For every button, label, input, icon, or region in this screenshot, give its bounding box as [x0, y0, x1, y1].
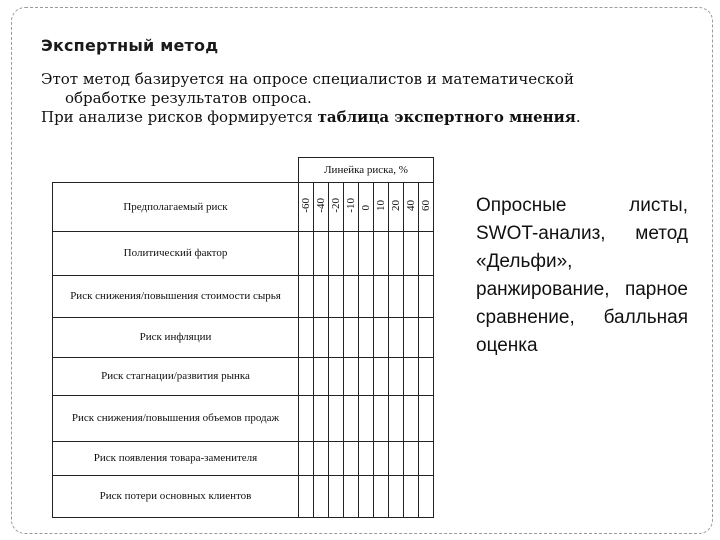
scale-value-header	[299, 183, 314, 232]
intro-line-3	[41, 108, 681, 127]
rating-cell[interactable]	[329, 396, 344, 442]
scale-value-label: 10	[375, 200, 387, 211]
rating-cell[interactable]	[389, 276, 404, 318]
rating-cell[interactable]	[389, 396, 404, 442]
rating-cell[interactable]	[314, 358, 329, 396]
rating-cell[interactable]	[344, 276, 359, 318]
rating-cell[interactable]	[329, 232, 344, 276]
rating-cell[interactable]	[359, 476, 374, 518]
rating-cell[interactable]	[374, 358, 389, 396]
rating-cell[interactable]	[404, 318, 419, 358]
scale-value-label: 60	[420, 200, 432, 211]
risk-name-cell: Риск снижения/повышения стоимости сырья	[53, 276, 299, 318]
rating-cell[interactable]	[314, 318, 329, 358]
risk-column-header: Предполагаемый риск	[53, 183, 299, 232]
table-row	[53, 358, 434, 396]
intro-line-3-prefix: При анализе рисков формируется	[41, 108, 318, 126]
rating-cell[interactable]	[299, 476, 314, 518]
scale-value-header	[404, 183, 419, 232]
rating-cell[interactable]	[374, 442, 389, 476]
rating-cell[interactable]	[344, 396, 359, 442]
rating-cell[interactable]	[359, 232, 374, 276]
scale-value-header	[359, 183, 374, 232]
scale-value-label: -40	[315, 198, 327, 213]
rating-cell[interactable]	[299, 442, 314, 476]
rating-cell[interactable]	[404, 358, 419, 396]
expert-opinion-table	[52, 157, 434, 518]
rating-cell[interactable]	[329, 442, 344, 476]
rating-cell[interactable]	[329, 318, 344, 358]
intro-line-2: обработке результатов опроса.	[65, 89, 312, 107]
scale-value-header	[374, 183, 389, 232]
scale-value-label: -10	[345, 198, 357, 213]
intro-text	[41, 70, 681, 127]
rating-cell[interactable]	[389, 358, 404, 396]
rating-cell[interactable]	[359, 318, 374, 358]
rating-cell[interactable]	[344, 232, 359, 276]
table-row	[53, 318, 434, 358]
scale-value-label: 0	[360, 204, 372, 210]
rating-cell[interactable]	[344, 442, 359, 476]
rating-cell[interactable]	[419, 318, 434, 358]
rating-cell[interactable]	[344, 358, 359, 396]
rating-cell[interactable]	[359, 358, 374, 396]
rating-cell[interactable]	[374, 232, 389, 276]
rating-cell[interactable]	[344, 318, 359, 358]
scale-value-header	[344, 183, 359, 232]
scale-value-label: 40	[405, 200, 417, 211]
rating-cell[interactable]	[359, 276, 374, 318]
rating-cell[interactable]	[419, 358, 434, 396]
risk-name-cell: Политический фактор	[53, 232, 299, 276]
rating-cell[interactable]	[404, 476, 419, 518]
rating-cell[interactable]	[374, 476, 389, 518]
scale-value-label: 20	[390, 200, 402, 211]
rating-cell[interactable]	[404, 396, 419, 442]
rating-cell[interactable]	[374, 396, 389, 442]
scale-value-header	[389, 183, 404, 232]
rating-cell[interactable]	[419, 396, 434, 442]
scale-value-header	[314, 183, 329, 232]
rating-cell[interactable]	[389, 442, 404, 476]
rating-cell[interactable]	[329, 276, 344, 318]
risk-name-cell: Риск появления товара-заменителя	[53, 442, 299, 476]
rating-cell[interactable]	[329, 358, 344, 396]
rating-cell[interactable]	[359, 396, 374, 442]
rating-cell[interactable]	[329, 476, 344, 518]
scale-title-row	[53, 158, 434, 183]
scale-value-header	[419, 183, 434, 232]
rating-cell[interactable]	[419, 442, 434, 476]
table-row	[53, 232, 434, 276]
table-row	[53, 276, 434, 318]
scale-value-label: -60	[300, 198, 312, 213]
rating-cell[interactable]	[359, 442, 374, 476]
table-corner	[53, 158, 299, 183]
rating-cell[interactable]	[314, 442, 329, 476]
rating-cell[interactable]	[419, 232, 434, 276]
rating-cell[interactable]	[314, 396, 329, 442]
rating-cell[interactable]	[299, 318, 314, 358]
rating-cell[interactable]	[314, 232, 329, 276]
rating-cell[interactable]	[344, 476, 359, 518]
rating-cell[interactable]	[404, 442, 419, 476]
rating-cell[interactable]	[314, 476, 329, 518]
rating-cell[interactable]	[419, 476, 434, 518]
intro-line-3-suffix: .	[575, 108, 581, 126]
table-row	[53, 396, 434, 442]
table-row	[53, 442, 434, 476]
rating-cell[interactable]	[374, 318, 389, 358]
rating-cell[interactable]	[299, 396, 314, 442]
intro-line-1: Этот метод базируется на опросе специалистов и математической	[41, 70, 574, 88]
rating-cell[interactable]	[389, 232, 404, 276]
rating-cell[interactable]	[299, 358, 314, 396]
scale-value-header	[329, 183, 344, 232]
rating-cell[interactable]	[419, 276, 434, 318]
risk-name-cell: Риск потери основных клиентов	[53, 476, 299, 518]
rating-cell[interactable]	[299, 276, 314, 318]
scale-values-row	[53, 183, 434, 232]
methods-list: Опросные листы, SWOT-анализ, метод «Дельфи», ранжирование, парное сравнение, балльная оценка	[476, 195, 688, 356]
risk-name-cell: Риск инфляции	[53, 318, 299, 358]
scale-value-label: -20	[330, 198, 342, 213]
rating-cell[interactable]	[404, 232, 419, 276]
risk-name-cell: Риск стагнации/развития рынка	[53, 358, 299, 396]
rating-cell[interactable]	[389, 318, 404, 358]
risk-name-cell: Риск снижения/повышения объемов продаж	[53, 396, 299, 442]
rating-cell[interactable]	[314, 276, 329, 318]
rating-cell[interactable]	[389, 476, 404, 518]
rating-cell[interactable]	[299, 232, 314, 276]
risk-rows	[53, 232, 434, 518]
rating-cell[interactable]	[404, 276, 419, 318]
table-row	[53, 476, 434, 518]
risk-scale-title: Линейка риска, %	[299, 158, 434, 183]
slide-title: Экспертный метод	[41, 36, 219, 55]
rating-cell[interactable]	[374, 276, 389, 318]
intro-line-3-bold: таблица экспертного мнения	[317, 108, 576, 126]
